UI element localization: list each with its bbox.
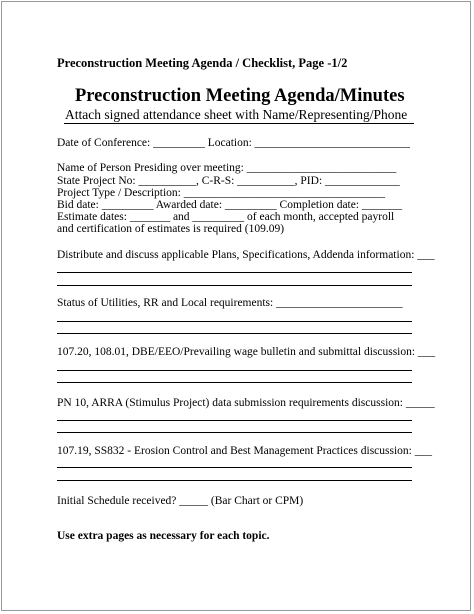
project-type-field: Project Type / Description: ___________________________________ [57,187,385,199]
answer-line [57,480,412,481]
subtitle-underline [64,123,414,124]
answer-line [57,285,412,286]
certification-text: and certification of estimates is required (109.09) [57,223,285,235]
estimate-dates-field: Estimate dates: _______ and _________ of each month, accepted payroll [57,211,395,223]
plans-section: Distribute and discuss applicable Plans, Specifications, Addenda information: ___ [57,249,435,261]
presiding-field: Name of Person Presiding over meeting: __________________________ [57,162,397,174]
page-header: Preconstruction Meeting Agenda / Checklist, Page -1/2 [57,56,348,70]
answer-line [57,333,412,334]
footer-note: Use extra pages as necessary for each topic. [57,530,270,542]
dbe-section: 107.20, 108.01, DBE/EEO/Prevailing wage bulletin and submittal discussion: ___ [57,346,436,358]
utilities-section: Status of Utilities, RR and Local requirements: ______________________ [57,297,403,309]
answer-line [57,272,412,273]
erosion-section: 107.19, SS832 - Erosion Control and Best Management Practices discussion: ___ [57,445,432,457]
arra-section: PN 10, ARRA (Stimulus Project) data submission requirements discussion: _____ [57,397,435,409]
answer-line [57,432,412,433]
document-title: Preconstruction Meeting Agenda/Minutes [75,86,405,106]
answer-line [57,420,412,421]
date-location-field: Date of Conference: _________ Location: ___________________________ [57,137,410,149]
schedule-field: Initial Schedule received? _____ (Bar Chart or CPM) [57,495,304,507]
bid-date-field: Bid date: _________ Awarded date: _________ Completion date: _______ [57,199,403,211]
answer-line [57,370,412,371]
answer-line [57,382,412,383]
state-project-field: State Project No: __________, C-R-S: __________, PID: _____________ [57,175,400,187]
answer-line [57,321,412,322]
answer-line [57,467,412,468]
document-subtitle: Attach signed attendance sheet with Name/Representing/Phone [65,107,408,122]
